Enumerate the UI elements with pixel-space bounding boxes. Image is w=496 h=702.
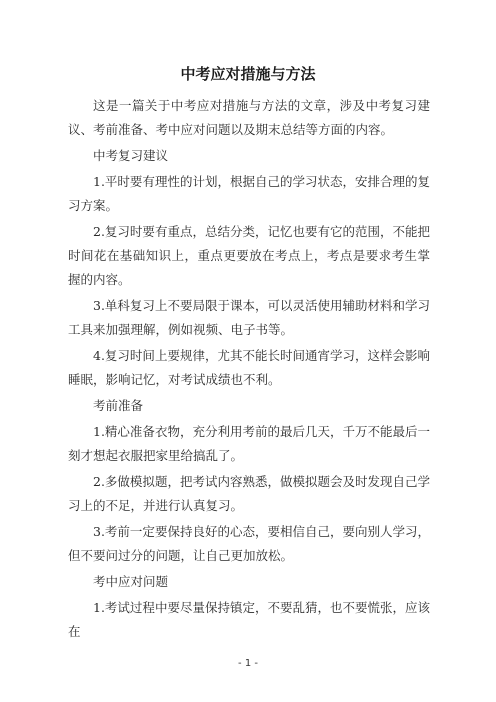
prep-item-1: 1.精心准备衣物，充分利用考前的最后几天，千万不能最后一刻才想起衣服把家里给搞乱了。 [68,424,430,463]
review-item-3: 3.单科复习上不要局限于课本，可以灵活使用辅助材料和学习工具来加强理解，例如视频、电子书等。 [68,298,430,337]
intro-paragraph: 这是一篇关于中考应对措施与方法的文章，涉及中考复习建议、考前准备、考中应对问题以及期末总结等方面的内容。 [68,98,430,137]
document-title: 中考应对措施与方法 [180,65,316,83]
document-body [68,94,430,646]
exam-item-1: 1.考试过程中要尽量保持镇定，不要乱猜，也不要慌张，应该在 [68,600,430,639]
review-item-1: 1.平时要有理性的计划，根据自己的学习状态，安排合理的复习方案。 [68,174,430,213]
section-heading-review: 中考复习建议 [93,148,169,163]
review-item-2: 2.复习时要有重点，总结分类，记忆也要有它的范围，不能把时间花在基础知识上，重点更要放在考点上，考点是要求考生掌握的内容。 [68,224,430,287]
prep-item-2: 2.多做模拟题，把考试内容熟悉，做模拟题会及时发现自己学习上的不足，并进行认真复习。 [68,474,430,513]
prep-item-3: 3.考前一定要保持良好的心态，要相信自己，要向别人学习，但不要问过分的问题，让自己更加放松。 [68,524,430,563]
review-item-4: 4.复习时间上要规律，尤其不能长时间通宵学习，这样会影响睡眠，影响记忆，对考试成绩也不利。 [68,348,430,387]
page-number: - 1 - [238,658,258,669]
section-heading-exam: 考中应对问题 [93,574,169,589]
section-heading-prep: 考前准备 [93,398,144,413]
